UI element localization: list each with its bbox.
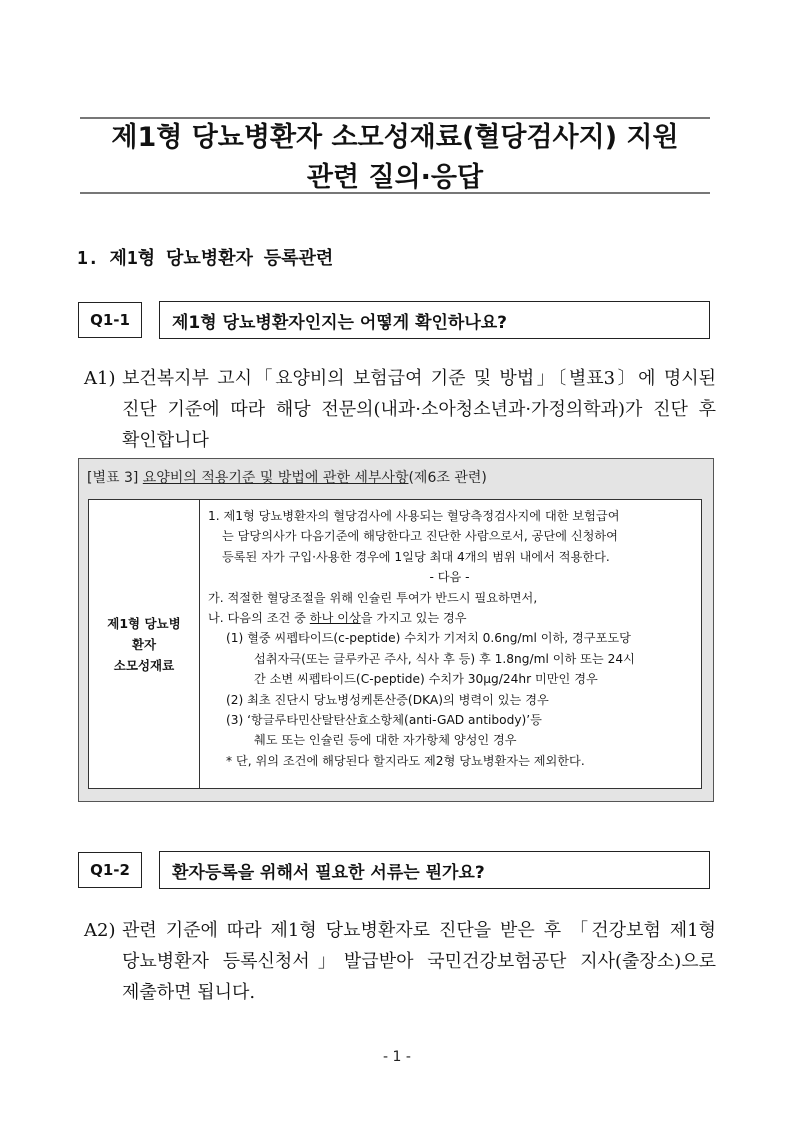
answer-label-a2: A2) xyxy=(84,920,116,941)
answer-a1 xyxy=(84,363,716,456)
appendix-heading-suffix: (제6조 관련) xyxy=(408,470,487,486)
question-text-q1-1: 제1형 당뇨병환자인지는 어떻게 확인하나요? xyxy=(159,301,710,339)
criteria-line: 등록된 자가 구입·사용한 경우에 1일당 최대 4개의 범위 내에서 적용한다. xyxy=(222,549,610,564)
question-number-q1-1: Q1-1 xyxy=(78,302,142,338)
document-title-line1: 제1형 당뇨병환자 소모성재료(혈당검사지) 지원 xyxy=(111,122,679,153)
category-label-line2: 환자 xyxy=(131,636,157,652)
criteria-line: 섭취자극(또는 글루카곤 주사, 식사 후 등) 후 1.8ng/ml 이하 또는 24시 xyxy=(254,651,635,666)
category-label-line3: 소모성재료 xyxy=(113,657,175,673)
criteria-line: 는 담당의사가 다음기준에 해당한다고 진단한 사람으로서, 공단에 신청하여 xyxy=(222,529,618,544)
criteria-note: * 단, 위의 조건에 해당된다 할지라도 제2형 당뇨병환자는 제외한다. xyxy=(226,753,585,768)
criteria-line: 간 소변 씨펩타이드(C-peptide) 수치가 30μg/24hr 미만인 경우 xyxy=(254,672,598,687)
answer-a2 xyxy=(84,915,716,1008)
criteria-line: (1) 혈중 씨펩타이드(c-peptide) 수치가 기저치 0.6ng/ml 이하, 경구포도당 xyxy=(226,631,631,646)
appendix-criteria-cell xyxy=(200,500,701,788)
criteria-line: - 다음 - xyxy=(429,570,470,585)
question-text-q1-2: 환자등록을 위해서 필요한 서류는 뭔가요? xyxy=(159,851,710,889)
criteria-line xyxy=(208,608,691,628)
appendix-heading xyxy=(87,467,487,487)
appendix-table xyxy=(88,499,702,789)
document-title-line2: 관련 질의·응답 xyxy=(306,162,484,193)
criteria-line: 1. 제1형 당뇨병환자의 혈당검사에 사용되는 혈당측정검사지에 대한 보험급여 xyxy=(208,509,620,523)
question-number-q1-2: Q1-2 xyxy=(78,852,142,888)
criteria-line-part: 을 가지고 있는 경우 xyxy=(360,611,467,626)
criteria-line: (2) 최초 진단시 당뇨병성케톤산증(DKA)의 병력이 있는 경우 xyxy=(226,692,549,707)
criteria-line: (3) ‘항글루타민산탈탄산효소항체(anti-GAD antibody)’등 xyxy=(226,713,542,728)
section-heading: 1. 제1형 당뇨병환자 등록관련 xyxy=(77,248,334,269)
page-number: - 1 - xyxy=(383,1049,411,1065)
criteria-line-part-underlined: 하나 이상 xyxy=(309,611,361,626)
answer-text-a2: 관련 기준에 따라 제1형 당뇨병환자로 진단을 받은 후 「건강보험 제1형 당뇨병환자 등록신청서」발급받아 국민건강보험공단 지사(출장소)으로 제출하면 됩니다. xyxy=(122,920,716,1003)
category-label-line1: 제1형 당뇨병 xyxy=(107,615,181,631)
criteria-line-part: 나. 다음의 조건 중 xyxy=(208,611,310,626)
appendix-box xyxy=(78,458,714,802)
title-bottom-rule xyxy=(80,192,710,194)
appendix-category-cell xyxy=(89,500,200,788)
appendix-heading-title: 요양비의 적용기준 및 방법에 관한 세부사항 xyxy=(142,470,409,486)
appendix-heading-prefix: [별표 3] xyxy=(87,470,143,486)
answer-text-a1: 보건복지부 고시「요양비의 보험급여 기준 및 방법」〔별표3〕에 명시된 진단 기준에 따라 해당 전문의(내과·소아청소년과·가정의학과)가 진단 후 확인합니다 xyxy=(122,368,716,451)
criteria-line: 가. 적절한 혈당조절을 위해 인슐린 투여가 반드시 필요하면서, xyxy=(208,590,538,605)
answer-label-a1: A1) xyxy=(84,368,116,389)
criteria-line: 췌도 또는 인슐린 등에 대한 자가항체 양성인 경우 xyxy=(254,733,517,748)
